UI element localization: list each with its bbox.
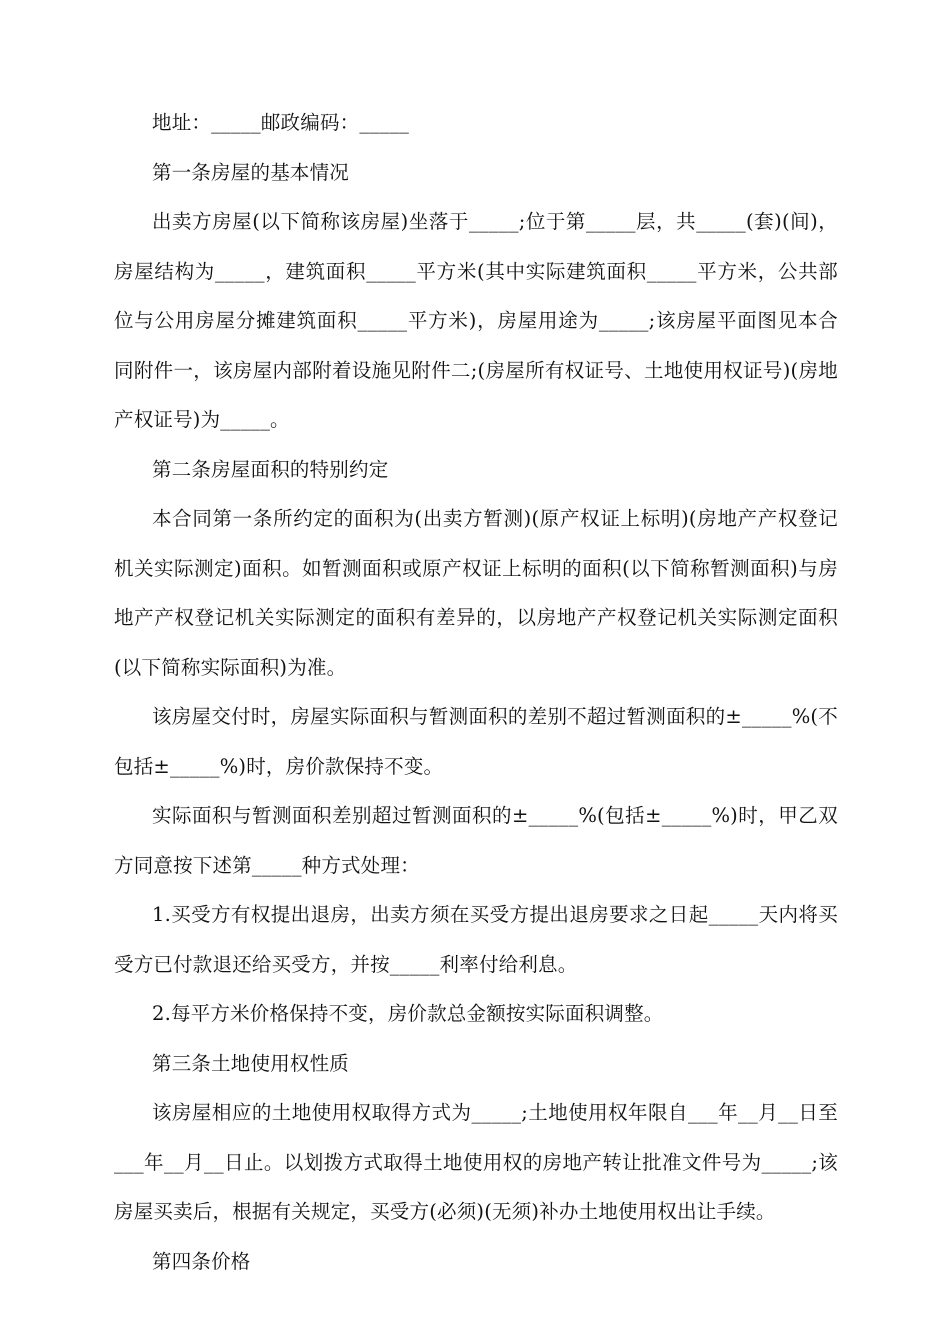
article-3-heading: 第三条土地使用权性质 bbox=[152, 1051, 350, 1075]
article-2-body-exceed: 实际面积与暂测面积差别超过暂测面积的±_____%(包括±_____%)时，甲乙双方同意按下述第_____种方式处理： bbox=[114, 804, 838, 877]
article-2-heading: 第二条房屋面积的特别约定 bbox=[152, 457, 389, 481]
article-2-body-area: 本合同第一条所约定的面积为(出卖方暂测)(原产权证上标明)(房地产产权登记机关实际测定)面积。如暂测面积或原产权证上标明的面积(以下简称暂测面积)与房地产产权登记机关实际测定的面积有差异的，以房地产产权登记机关实际测定面积(以下简称实际面积)为准。 bbox=[114, 507, 838, 679]
document-body bbox=[114, 98, 838, 1286]
article-1-body: 出卖方房屋(以下简称该房屋)坐落于_____;位于第_____层，共_____(套)(间)，房屋结构为_____，建筑面积_____平方米(其中实际建筑面积_____平方米，公共部位与公用房屋分摊建筑面积_____平方米)，房屋用途为_____;该房屋平面图见本合同附件一，该房屋内部附着设施见附件二;(房屋所有权证号、土地使用权证号)(房地产权证号)为_____。 bbox=[114, 210, 838, 431]
article-3-body: 该房屋相应的土地使用权取得方式为_____;土地使用权年限自___年__月__日至___年__月__日止。以划拨方式取得土地使用权的房地产转让批准文件号为_____;该房屋买卖后，根据有关规定，买受方(必须)(无须)补办土地使用权出让手续。 bbox=[114, 1101, 838, 1223]
article-2-body-tolerance: 该房屋交付时，房屋实际面积与暂测面积的差别不超过暂测面积的±_____%(不包括±_____%)时，房价款保持不变。 bbox=[114, 705, 838, 778]
article-2-option-1: 1.买受方有权提出退房，出卖方须在买受方提出退房要求之日起_____天内将买受方已付款退还给买受方，并按_____利率付给利息。 bbox=[114, 903, 838, 976]
article-1-heading: 第一条房屋的基本情况 bbox=[152, 160, 350, 184]
article-4-heading: 第四条价格 bbox=[152, 1249, 251, 1273]
address-line: 地址：_____邮政编码：_____ bbox=[152, 111, 410, 134]
article-2-option-2: 2.每平方米价格保持不变，房价款总金额按实际面积调整。 bbox=[152, 1002, 664, 1025]
